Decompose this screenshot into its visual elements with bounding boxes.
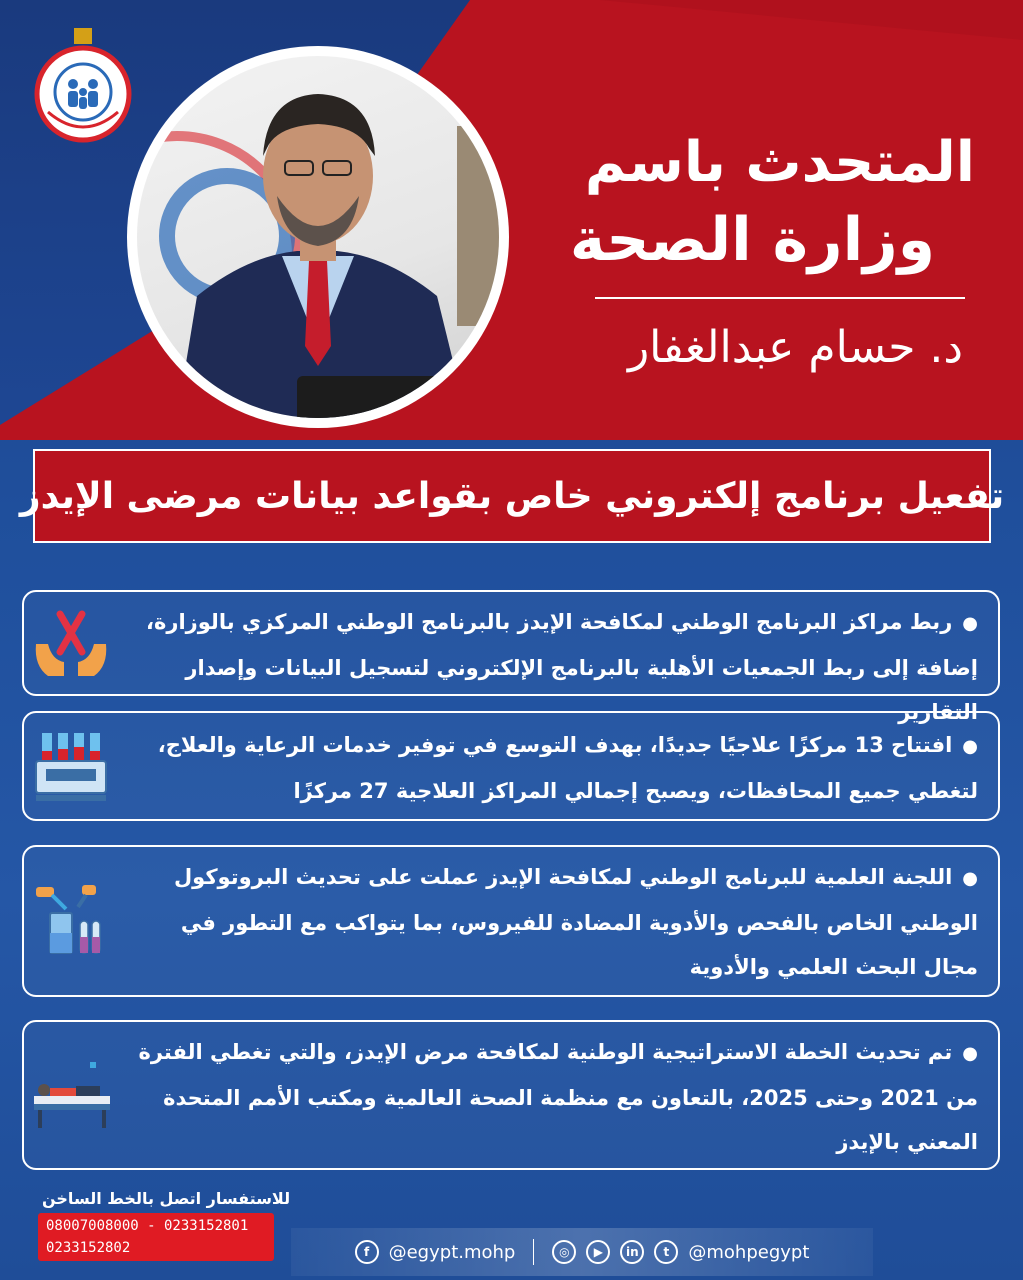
portrait-illustration — [137, 56, 499, 418]
ministry-logo — [28, 24, 138, 144]
list-item — [22, 711, 1000, 821]
hotline-numbers-line-1[interactable]: 08007008000 - 0233152801 — [46, 1218, 249, 1234]
twitter-icon[interactable]: t — [654, 1240, 678, 1264]
headline-text: تفعيل برنامج إلكتروني خاص بقواعد بيانات مرضى الإيدز — [19, 475, 1005, 517]
social-handle[interactable]: @mohpegypt — [688, 1241, 810, 1263]
patient-bed-icon — [30, 1056, 112, 1138]
title-line-2: وزارة الصحة — [569, 205, 935, 275]
facebook-handle[interactable]: @egypt.mohp — [388, 1241, 516, 1263]
hotline-numbers-line-2[interactable]: 0233152802 — [46, 1240, 131, 1256]
list-item — [22, 1020, 1000, 1170]
divider — [595, 297, 965, 299]
list-item — [22, 590, 1000, 724]
bullet-icon: ● — [962, 613, 978, 634]
list-item-text: ●ربط مراكز البرنامج الوطني لمكافحة الإيدز بالبرنامج الوطني المركزي بالوزارة، إضافة إلى ربط الجمعيات الأهلية بالبرنامج الإلكتروني لتسجيل البيانات وإصدار التقارير — [146, 610, 978, 724]
separator — [533, 1239, 534, 1265]
lab-test-icon — [30, 881, 112, 963]
headline-banner — [19, 449, 1005, 543]
instagram-icon[interactable]: ◎ — [552, 1240, 576, 1264]
linkedin-icon[interactable]: in — [620, 1240, 644, 1264]
bullet-icon: ● — [962, 1043, 978, 1064]
bullet-icon: ● — [962, 736, 978, 757]
list-item-text: ●اللجنة العلمية للبرنامج الوطني لمكافحة الإيدز عملت على تحديث البروتوكول الوطني الخاص بالفحص والأدوية المضادة للفيروس، بما يتواكب مع التطور في مجال البحث العلمي والأدوية — [173, 865, 978, 979]
spokesperson-name: د. حسام عبدالغفار — [627, 322, 963, 373]
bullet-icon: ● — [962, 868, 978, 889]
hotline-label: للاستفسار اتصل بالخط الساخن — [42, 1189, 291, 1208]
hotline-numbers — [38, 1213, 274, 1261]
spokesperson-photo — [127, 46, 509, 428]
youtube-icon[interactable]: ▶ — [586, 1240, 610, 1264]
social-bar — [291, 1228, 873, 1276]
list-item — [22, 845, 1000, 997]
title-line-1: المتحدث باسم — [584, 130, 975, 195]
hands-ribbon-icon — [30, 604, 112, 686]
facebook-icon[interactable]: f — [355, 1240, 379, 1264]
list-item-text: ●افتتاح 13 مركزًا علاجيًا جديدًا، بهدف التوسع في توفير خدمات الرعاية والعلاج، لتغطي جميع المحافظات، ويصبح إجمالي المراكز العلاجية 27 مركزًا — [157, 733, 978, 803]
blood-tubes-icon — [30, 725, 112, 807]
list-item-text: ●تم تحديث الخطة الاستراتيجية الوطنية لمكافحة مرض الإيدز، والتي تغطي الفترة من 2021 وحتى 2025، بالتعاون مع منظمة الصحة العالمية ومكتب الأمم المتحدة المعني بالإيدز — [138, 1040, 978, 1154]
